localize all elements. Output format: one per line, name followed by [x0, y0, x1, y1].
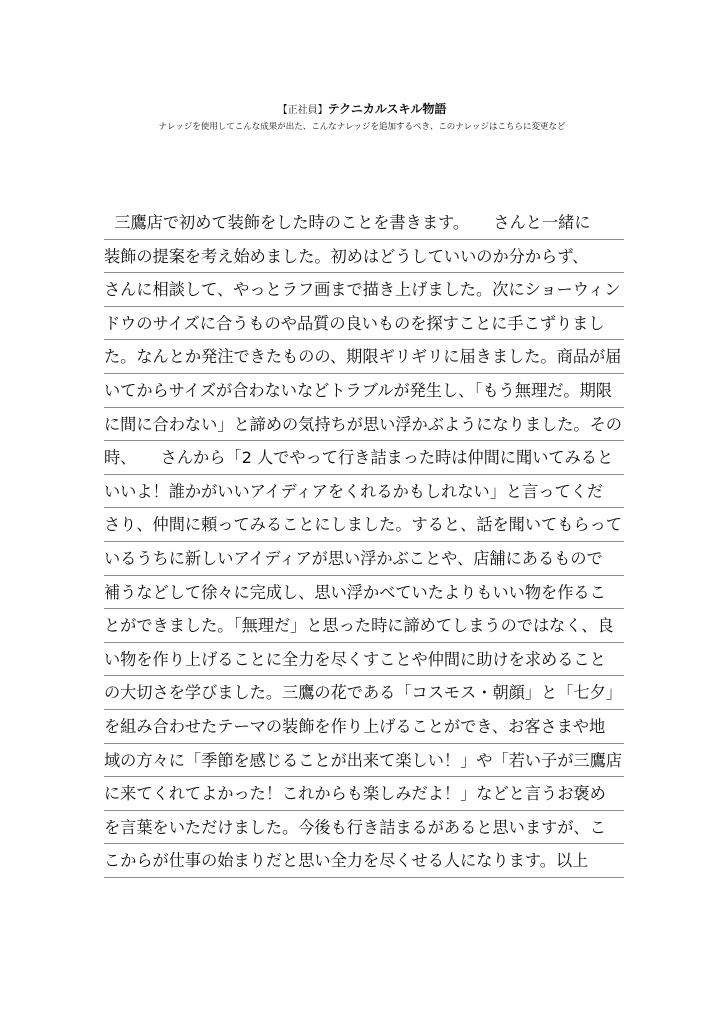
essay-line: いいよ！誰かがいいアイディアをくれるかもしれない」と言ってくだ: [104, 475, 624, 509]
essay-line: いてからサイズが合わないなどトラブルが発生し、「もう無理だ。期限: [104, 374, 624, 408]
essay-line: い物を作り上げることに全力を尽くすことや仲間に助けを求めること: [104, 643, 624, 677]
essay-line: とができました。「無理だ」と思った時に諦めてしまうのではなく、良: [104, 609, 624, 643]
essay-line: 装飾の提案を考え始めました。初めはどうしていいのか分からず、: [104, 240, 624, 274]
essay-line: さり、仲間に頼ってみることにしました。すると、話を聞いてもらって: [104, 508, 624, 542]
title-text: テクニカルスキル物語: [327, 102, 447, 116]
document-title: [0, 101, 724, 119]
essay-line: 時、 さんから「2 人でやって行き詰まった時は仲間に聞いてみると: [104, 441, 624, 475]
document-subtitle: ナレッジを使用してこんな成果が出た、こんなナレッジを追加するべき、このナレッジはこちらに変更など: [158, 122, 566, 132]
essay-line: いるうちに新しいアイディアが思い浮かぶことや、店舗にあるもので: [104, 542, 624, 576]
essay-line: さんに相談して、やっとラフ画まで描き上げました。次にショーウィン: [104, 273, 624, 307]
essay-line: を言葉をいただけました。今後も行き詰まるがあると思いますが、こ: [104, 811, 624, 845]
essay-line: こからが仕事の始まりだと思い全力を尽くせる人になります。以上: [104, 844, 624, 878]
essay-line: に来てくれてよかった！これからも楽しみだよ！」などと言うお褒め: [104, 777, 624, 811]
essay-line: た。なんとか発注できたものの、期限ギリギリに届きました。商品が届: [104, 340, 624, 374]
essay-line: の大切さを学びました。三鷹の花である「コスモス・朝顔」と「七夕」: [104, 676, 624, 710]
essay-line: ドウのサイズに合うものや品質の良いものを探すことに手こずりまし: [104, 307, 624, 341]
essay-body: [104, 206, 624, 878]
essay-line: 域の方々に「季節を感じることが出来て楽しい！」や「若い子が三鷹店: [104, 744, 624, 778]
essay-line: を組み合わせたテーマの装飾を作り上げることができ、お客さまや地: [104, 710, 624, 744]
title-tag: 【正社員】: [277, 105, 328, 116]
essay-line: 補うなどして徐々に完成し、思い浮かべていたよりもいい物を作るこ: [104, 576, 624, 610]
essay-line: に間に合わない」と諦めの気持ちが思い浮かぶようになりました。その: [104, 408, 624, 442]
essay-line: 三鷹店で初めて装飾をした時のことを書きます。 さんと一緒に: [104, 206, 624, 240]
